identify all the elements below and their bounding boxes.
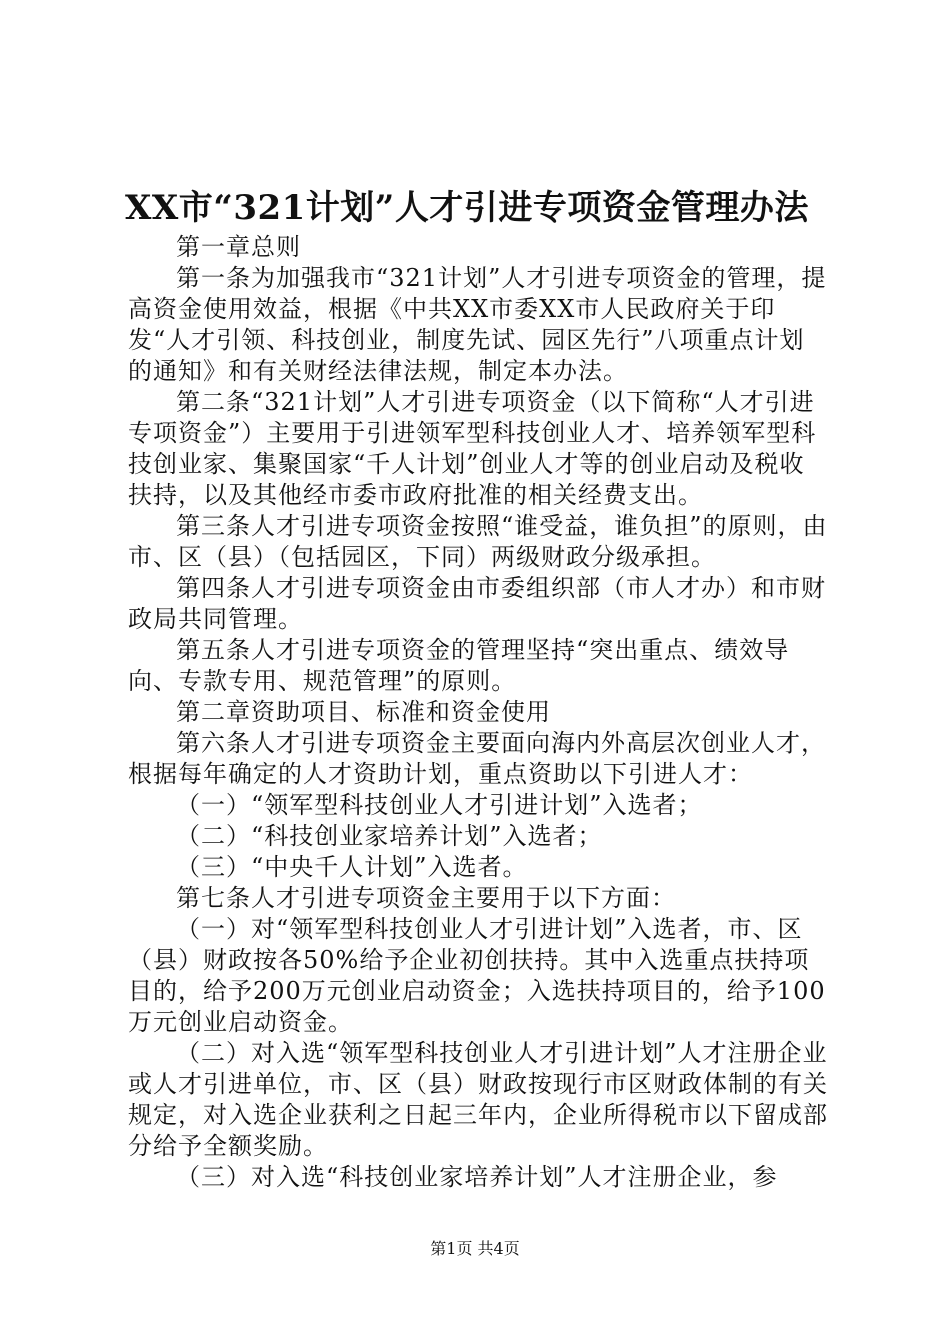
article-paragraph: 第五条人才引进专项资金的管理坚持“突出重点、绩效导向、专款专用、规范管理”的原则。 [128, 636, 790, 695]
list-item: （二）“科技创业家培养计划”入选者； [176, 822, 603, 850]
list-item: （二）对入选“领军型科技创业人才引进计划”人才注册企业或人才引进单位，市、区（县）财政按现行市区财政体制的有关规定，对入选企业获利之日起三年内，企业所得税市以下留成部分给予全额奖励。 [128, 1039, 828, 1160]
chapter-heading: 第一章总则 [176, 233, 301, 261]
article-paragraph: 第六条人才引进专项资金主要面向海内外高层次创业人才，根据每年确定的人才资助计划，重点资助以下引进人才： [128, 729, 826, 788]
article-paragraph: 第三条人才引进专项资金按照“谁受益，谁负担”的原则，由市、区（县）（包括园区，下同）两级财政分级承担。 [128, 512, 828, 571]
page-number: 第1页 共4页 [430, 1239, 520, 1258]
list-item: （一）“领军型科技创业人才引进计划”入选者； [176, 791, 703, 819]
document-title: XX市“321计划”人才引进专项资金管理办法 [125, 188, 809, 228]
article-paragraph: 第四条人才引进专项资金由市委组织部（市人才办）和市财政局共同管理。 [128, 574, 826, 633]
article-paragraph: 第二条“321计划”人才引进专项资金（以下简称“人才引进专项资金”）主要用于引进领军型科技创业人才、培养领军型科技创业家、集聚国家“千人计划”创业人才等的创业启动及税收扶持，以及其他经市委市政府批准的相关经费支出。 [128, 388, 817, 509]
chapter-heading: 第二章资助项目、标准和资金使用 [176, 698, 551, 726]
list-item: （三）“中央千人计划”入选者。 [176, 853, 528, 881]
article-paragraph: 第一条为加强我市“321计划”人才引进专项资金的管理，提高资金使用效益，根据《中共XX市委XX市人民政府关于印发“人才引领、科技创业，制度先试、园区先行”八项重点计划的通知》和有关财经法律法规，制定本办法。 [128, 264, 827, 385]
list-item: （三）对入选“科技创业家培养计划”人才注册企业，参 [176, 1163, 778, 1191]
list-item: （一）对“领军型科技创业人才引进计划”入选者，市、区（县）财政按各50%给予企业初创扶持。其中入选重点扶持项目的，给予200万元创业启动资金；入选扶持项目的，给予100万元创业启动资金。 [128, 915, 826, 1036]
document-body [128, 232, 828, 1193]
article-paragraph: 第七条人才引进专项资金主要用于以下方面： [176, 884, 676, 912]
